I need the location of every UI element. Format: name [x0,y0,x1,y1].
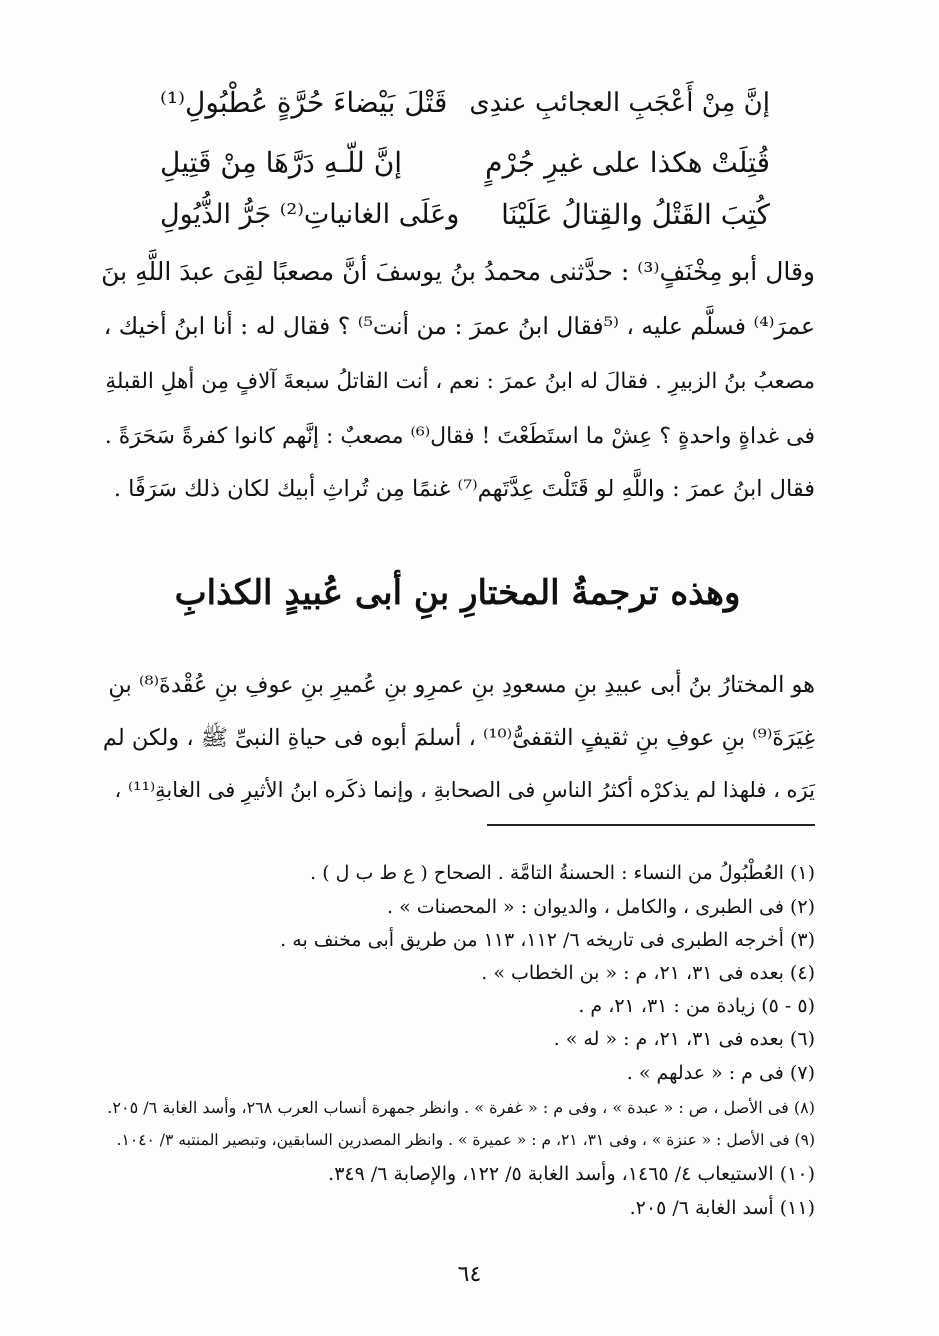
footnote: (١١) أسد الغابة ٦/ ٢٠٥. [629,1197,815,1219]
paragraph-line: هو المختارُ بنُ أبى عبيدِ بنِ مسعودِ بنِ عمرِو بنِ عُميرِ بنِ عوفِ بنِ عُقْدةَ⁽⁸⁾ بنِ [108,672,815,698]
footnote: (٢) فى الطبرى ، والكامل ، والديوان : « المحصنات » . [387,896,815,918]
paragraph-line: عمرَ⁽⁴⁾ فسلَّم عليه ، ⁽⁵فقال ابنُ عمرَ : من أنت⁵⁾ ؟ فقال له : أنا ابنُ أخيك ، [103,312,815,340]
footnote: (٩) فى الأصل : « عنزة » ، وفى ٣١، ٢١، م : « عميرة » . وانظر المصدرين السابقين، وتبصير المنتبه ٣/ ١٠٤٠. [116,1131,815,1149]
poem-verse-2 [160,138,770,188]
poem-verse-3 [160,190,770,240]
footnote: (٤) بعده فى ٣١، ٢١، م : « بن الخطاب » . [481,962,815,984]
paragraph-line: غِيَرَةَ⁽⁹⁾ بنِ عوفِ بنِ ثقيفٍ الثقفىُّ⁽¹⁰⁾ ، أسلمَ أبوه فى حياةِ النبىِّ ﷺ ، ولكن لم [102,725,815,751]
verse-3-second-hemistich: وعَلَى الغانياتِ⁽²⁾ جَرُّ الذُّيُولِ [160,199,460,230]
paragraph-line: فقال ابنُ عمرَ : واللَّهِ لو قَتَلْتَ عِدَّتَهم⁽⁷⁾ غنمًا مِن تُراثِ أبيك لكان ذلك سَرَفًا . [113,476,815,502]
footnote: (٣) أخرجه الطبرى فى تاريخه ٦/ ١١٢، ١١٣ من طريق أبى مخنف به . [280,929,815,951]
verse-2-second-hemistich: إنَّ للّـهِ دَرَّهَا مِنْ قَتِيلِ [160,146,403,179]
paragraph-line: وقال أبو مِخْنَفٍ⁽³⁾ : حدَّثنى محمدُ بنُ يوسفَ أنَّ مصعبًا لقِىَ عبدَ اللَّهِ بنَ [101,257,815,286]
footnote: (٧) فى م : « عدلهم » . [626,1062,815,1084]
section-heading: وهذه ترجمةُ المختارِ بنِ أبى عُبيدٍ الكذابِ [174,573,741,613]
paragraph-line: مصعبُ بنُ الزبيرِ . فقالَ له ابنُ عمرَ : نعم ، أنت القاتلُ سبعةَ آلافٍ مِن أهلِ القبلةِ [105,369,815,394]
footnote: (١) العُطْبُولُ من النساء : الحسنةُ التامَّة . الصحاح ( ع ط ب ل ) . [310,862,815,884]
footnote: (٦) بعده فى ٣١، ٢١، م : « له » . [553,1028,815,1050]
page-number: ٦٤ [457,1262,482,1287]
footnote: (٨) فى الأصل ، ص : « عبدة » ، وفى م : « غفرة » . وانظر جمهرة أنساب العرب ٢٦٨، وأسد الغابة ٦/ ٢٠٥. [107,1098,815,1117]
poem-verse-1 [160,78,770,128]
paragraph-line: يَرَه ، فلهذا لم يذكرْه أكثرُ الناسِ فى الصحابةِ ، وإنما ذكَره ابنُ الأثيرِ فى الغابةِ⁽¹¹⁾ ، [114,778,815,802]
verse-2-first-hemistich: قُتِلَتْ هكذا على غيرِ جُرْمٍ [485,146,770,179]
paragraph-line: فى غداةٍ واحدةٍ ؟ عِشْ ما استَطَعْتَ ! فقال⁽⁶⁾ مصعبٌ : إنَّهم كانوا كفرةً سَحَرَةً . [104,424,815,449]
footnote-separator [487,824,815,826]
verse-3-first-hemistich: كُتِبَ القَتْلُ والقِتالُ عَلَيْنَا [501,198,770,231]
verse-1-first-hemistich: إنَّ مِنْ أَعْجَبِ العجائبِ عندِى [469,88,770,118]
footnote: (١٠) الاستيعاب ٤/ ١٤٦٥، وأسد الغابة ٥/ ١٢٢، والإصابة ٦/ ٣٤٩. [328,1163,815,1185]
verse-1-second-hemistich: قَتْلَ بَيْضاءَ حُرَّةٍ عُطْبُولِ⁽¹⁾ [160,86,448,119]
footnote: (٥ - ٥) زيادة من : ٣١، ٢١، م . [578,995,815,1017]
